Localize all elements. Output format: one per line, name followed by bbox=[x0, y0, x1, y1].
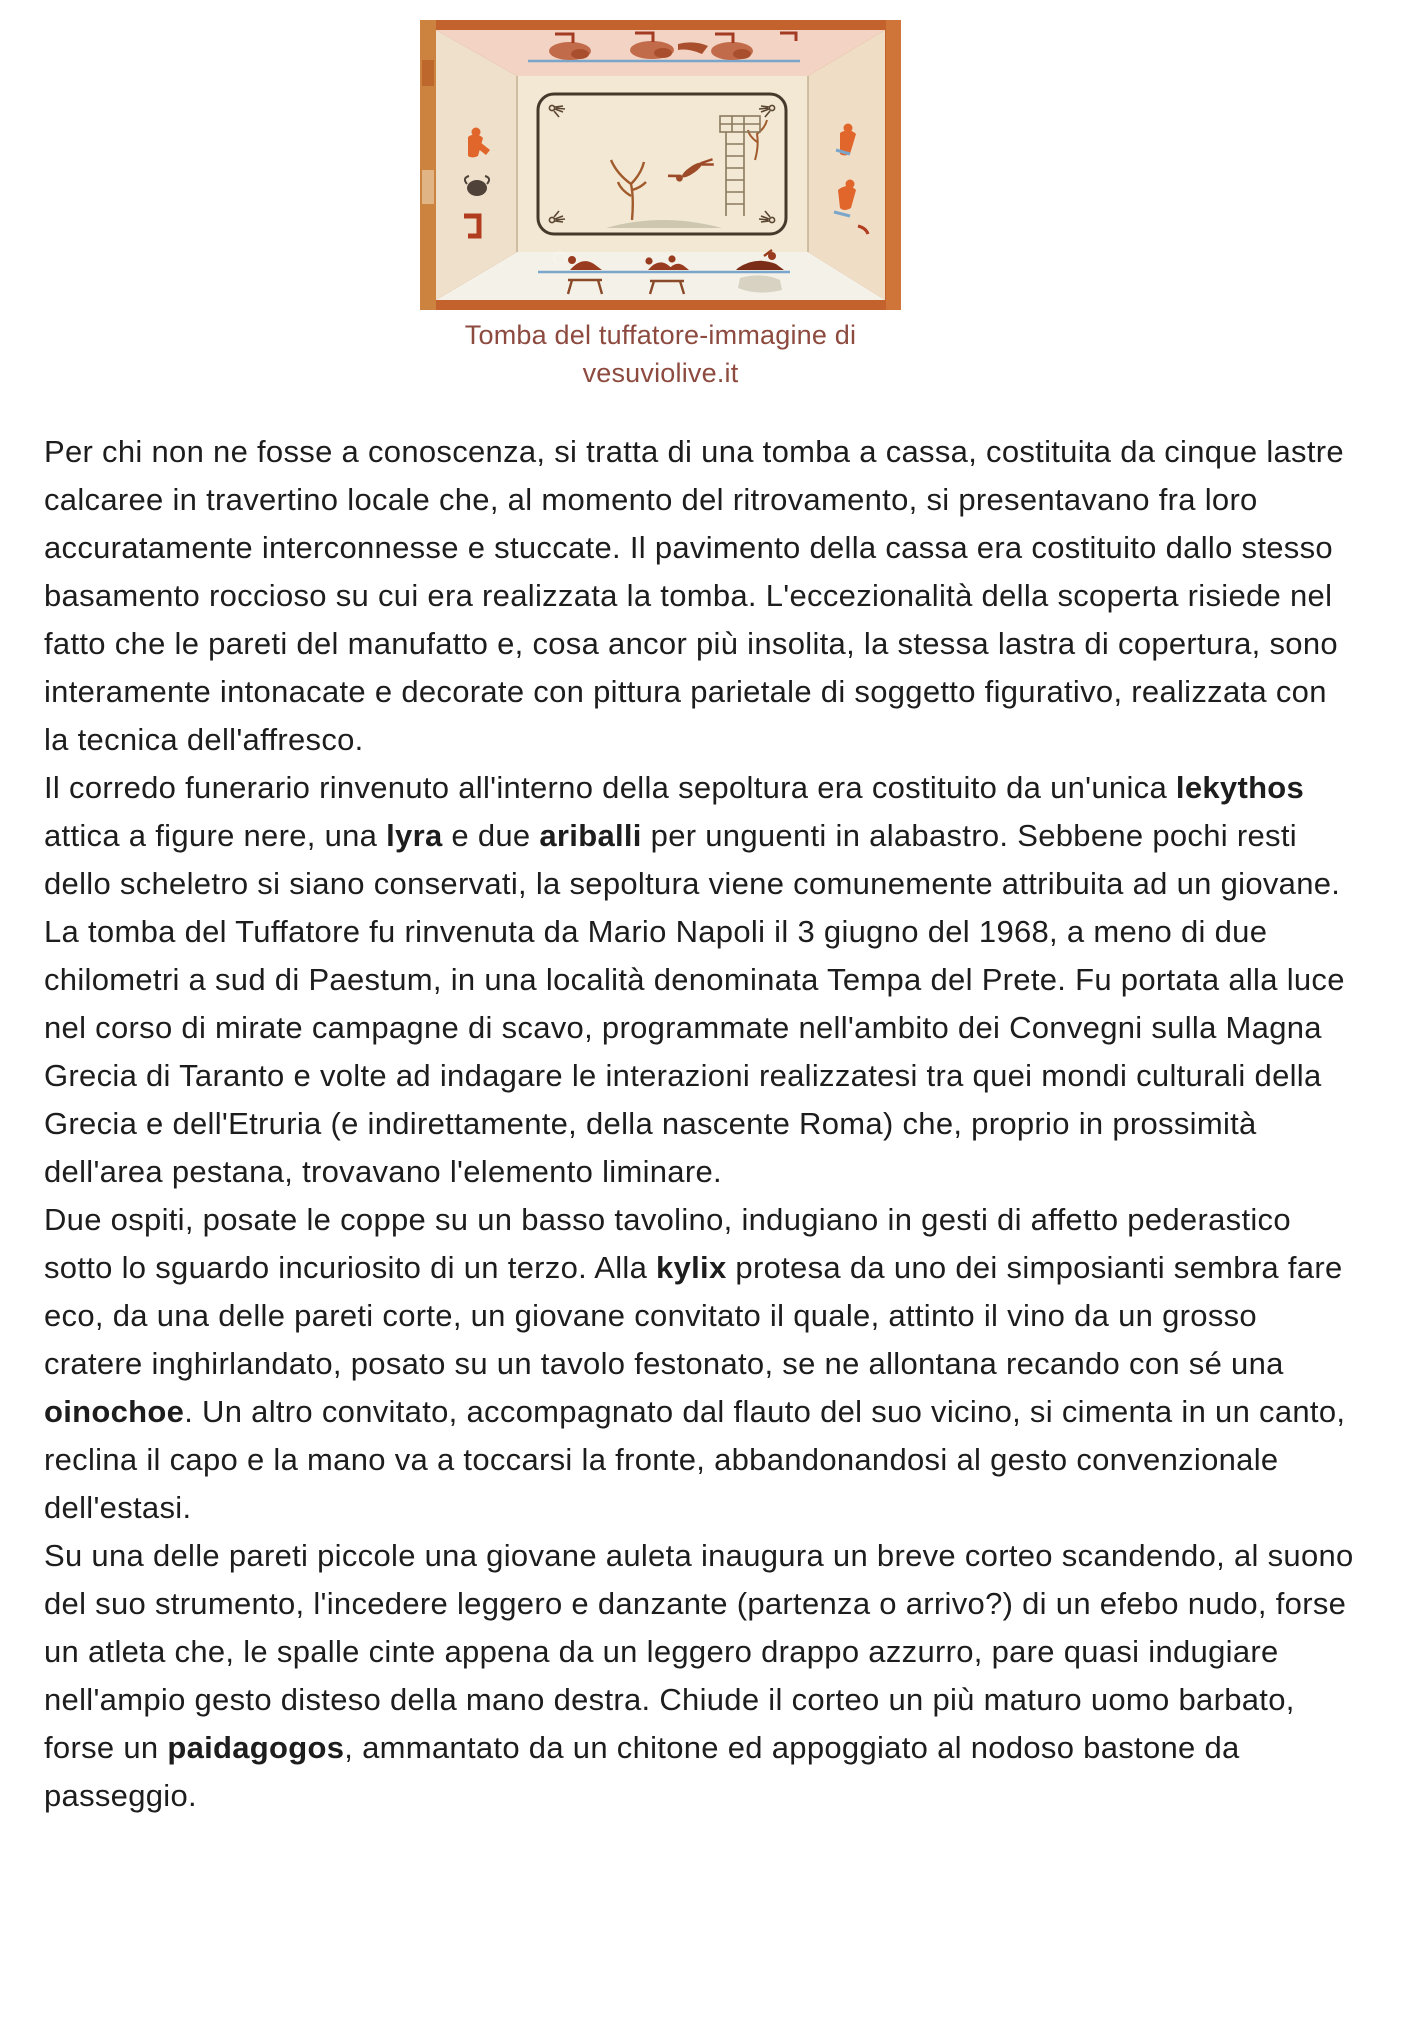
article-body bbox=[44, 428, 1354, 1820]
article-page bbox=[0, 20, 1414, 1820]
image-caption: Tomba del tuffatore-immagine di vesuviolive.it bbox=[464, 320, 857, 388]
paragraph-1: Per chi non ne fosse a conoscenza, si tratta di una tomba a cassa, costituita da cinque lastre calcaree in travertino locale che, al momento del ritrovamento, si presentavano fra loro accuratamente interconnesse e stuccate. Il pavimento della cassa era costituito dallo stesso basamento roccioso su cui era realizzata la tomba. L'eccezionalità della scoperta risiede nel fatto che le pareti del manufatto e, cosa ancor più insolita, la stessa lastra di copertura, sono interamente intonacate e decorate con pittura parietale di soggetto figurativo, realizzata con la tecnica dell'affresco. bbox=[44, 434, 1344, 757]
paragraph-3: La tomba del Tuffatore fu rinvenuta da Mario Napoli il 3 giugno del 1968, a meno di due chilometri a sud di Paestum, in una località denominata Tempa del Prete. Fu portata alla luce nel corso di mirate campagne di scavo, programmate nell'ambito dei Convegni sulla Magna Grecia di Taranto e volte ad indagare le interazioni realizzatesi tra quei mondi culturali della Grecia e dell'Etruria (e indirettamente, della nascente Roma) che, proprio in prossimità dell'area pestana, trovavano l'elemento liminare. bbox=[44, 914, 1345, 1189]
figure-block bbox=[420, 20, 901, 392]
paragraph-5: Su una delle pareti piccole una giovane auleta inaugura un breve corteo scandendo, al suono del suo strumento, l'incedere leggero e danzante (partenza o arrivo?) di un efebo nudo, forse un atleta che, le spalle cinte appena da un leggero drappo azzurro, pare quasi indugiare nell'ampio gesto disteso della mano destra. Chiude il corteo un più maturo uomo barbato, forse un paidagogos, ammantato da un chitone ed appoggiato al nodoso bastone da passeggio. bbox=[44, 1538, 1354, 1813]
tomb-fresco-image bbox=[420, 20, 901, 310]
paragraph-2: Il corredo funerario rinvenuto all'interno della sepoltura era costituito da un'unica lekythos attica a figure nere, una lyra e due ariballi per unguenti in alabastro. Sebbene pochi resti dello scheletro si siano conservati, la sepoltura viene comunemente attribuita ad un giovane. bbox=[44, 770, 1341, 901]
paragraph-4: Due ospiti, posate le coppe su un basso tavolino, indugiano in gesti di affetto pederastico sotto lo sguardo incuriosito di un terzo. Alla kylix protesa da uno dei simposianti sembra fare eco, da una delle pareti corte, un giovane convitato il quale, attinto il vino da un grosso cratere inghirlandato, posato su un tavolo festonato, se ne allontana recando con sé una oinochoe. Un altro convitato, accompagnato dal flauto del suo vicino, si cimenta in un canto, reclina il capo e la mano va a toccarsi la fronte, abbandonandosi al gesto convenzionale dell'estasi. bbox=[44, 1202, 1346, 1525]
